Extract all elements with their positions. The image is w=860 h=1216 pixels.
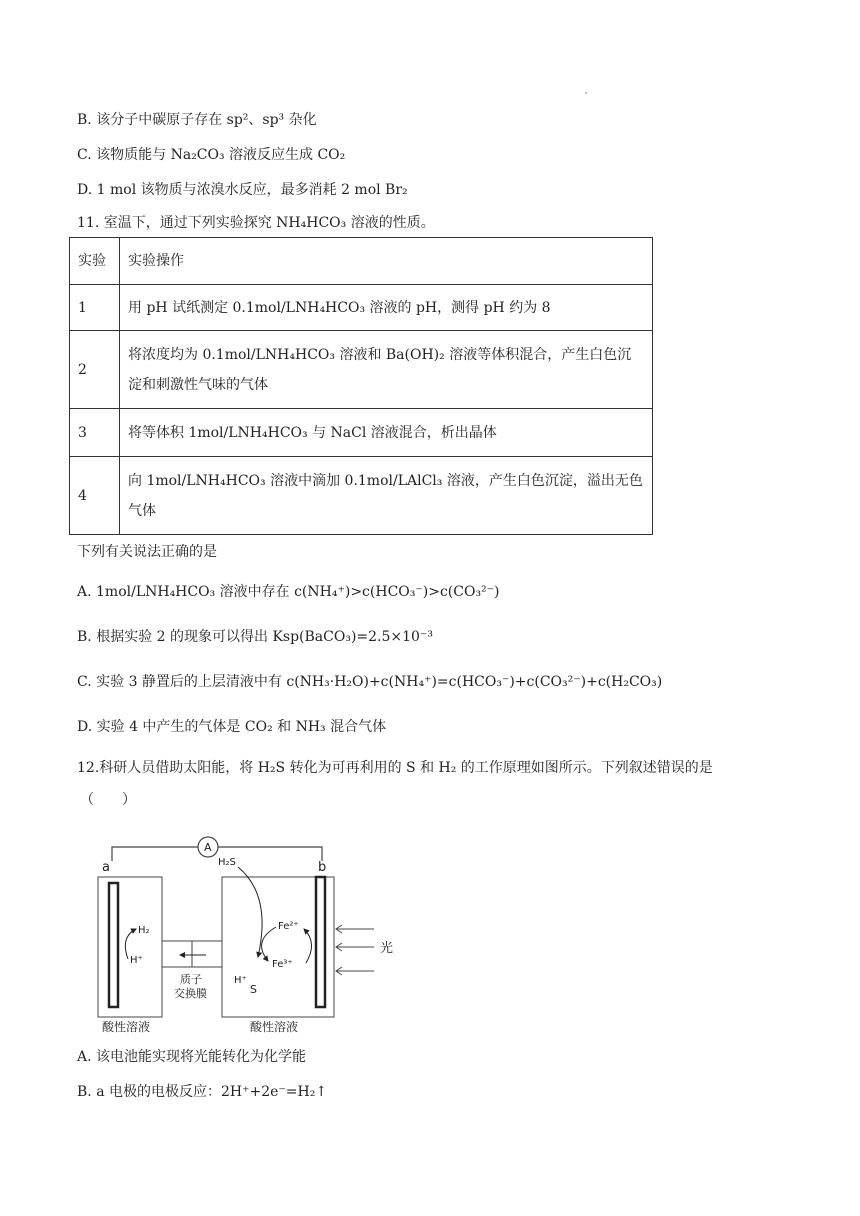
left-solution-label: 酸性溶液 (102, 1020, 151, 1034)
electrode-a-label: a (102, 860, 110, 875)
q11-option-d: D. 实验 4 中产生的气体是 CO₂ 和 NH₃ 混合气体 (77, 719, 387, 735)
q11-option-c: C. 实验 3 静置后的上层清液中有 c(NH₃·H₂O)+c(NH₄⁺)=c(HCO₃⁻)+c(CO₃²⁻)+c(H₂CO₃) (77, 674, 663, 690)
q12-option-a: A. 该电池能实现将光能转化为化学能 (77, 1049, 307, 1065)
s-label: S (250, 983, 257, 996)
light-label: 光 (380, 941, 394, 956)
right-solution-label: 酸性溶液 (250, 1020, 299, 1034)
table-cell-op: 将浓度均为 0.1mol/LNH₄HCO₃ 溶液和 Ba(OH)₂ 溶液等体积混合，产生白色沉淀和刺激性气味的气体 (120, 331, 653, 409)
ammeter-label: A (204, 841, 212, 854)
table-cell-num: 2 (70, 331, 120, 409)
q11-option-b: B. 根据实验 2 的现象可以得出 Ksp(BaCO₃)=2.5×10⁻³ (77, 629, 433, 645)
scan-speck (585, 92, 587, 94)
experiment-table (69, 237, 653, 535)
hplus-left-label: H⁺ (130, 955, 143, 966)
option-c-prev: C. 该物质能与 Na₂CO₃ 溶液反应生成 CO₂ (77, 147, 346, 163)
q11-stem: 11. 室温下，通过下列实验探究 NH₄HCO₃ 溶液的性质。 (77, 215, 435, 231)
h2-label: H₂ (138, 925, 150, 936)
fe2-label: Fe²⁺ (278, 921, 299, 932)
table-header-row (70, 238, 653, 285)
membrane-label-1: 质子 (180, 973, 202, 986)
left-cell (98, 877, 162, 1017)
electrode-a (109, 883, 118, 1007)
q12-option-b: B. a 电极的电极反应：2H⁺+2e⁻=H₂↑ (77, 1084, 328, 1100)
option-b-prev: B. 该分子中碳原子存在 sp²、sp³ 杂化 (77, 112, 317, 128)
light-arrows (336, 925, 374, 975)
electrode-b-label: b (318, 860, 327, 875)
table-cell-op: 向 1mol/LNH₄HCO₃ 溶液中滴加 0.1mol/LAlCl₃ 溶液，产生白色沉淀，溢出无色气体 (120, 457, 653, 535)
q12-answer-paren: （ ） (80, 792, 136, 808)
h2s-label: H₂S (218, 857, 236, 868)
table-cell-num: 1 (70, 285, 120, 331)
table-cell-op: 将等体积 1mol/LNH₄HCO₃ 与 NaCl 溶液混合，析出晶体 (120, 409, 653, 457)
electrolysis-diagram (90, 825, 420, 1035)
table-cell-num: 4 (70, 457, 120, 535)
q12-stem: 12.科研人员借助太阳能，将 H₂S 转化为可再利用的 S 和 H₂ 的工作原理如图所示。下列叙述错误的是 (77, 760, 713, 776)
table-header-op: 实验操作 (120, 238, 653, 285)
hplus-right-label: H⁺ (234, 975, 247, 986)
table-header-num: 实验 (70, 238, 120, 285)
table-cell-num: 3 (70, 409, 120, 457)
table-row (70, 331, 653, 409)
option-d-prev: D. 1 mol 该物质与浓溴水反应，最多消耗 2 mol Br₂ (77, 182, 408, 198)
membrane-label-2: 交换膜 (174, 987, 207, 1000)
table-row (70, 457, 653, 535)
q11-option-a: A. 1mol/LNH₄HCO₃ 溶液中存在 c(NH₄⁺)>c(HCO₃⁻)>c(CO₃²⁻) (77, 584, 500, 600)
fe3-label: Fe³⁺ (272, 959, 293, 970)
q11-prompt: 下列有关说法正确的是 (77, 544, 217, 560)
table-cell-op: 用 pH 试纸测定 0.1mol/LNH₄HCO₃ 溶液的 pH，测得 pH 约为 8 (120, 285, 653, 331)
table-row (70, 409, 653, 457)
electrode-b (316, 877, 325, 1007)
table-row (70, 285, 653, 331)
